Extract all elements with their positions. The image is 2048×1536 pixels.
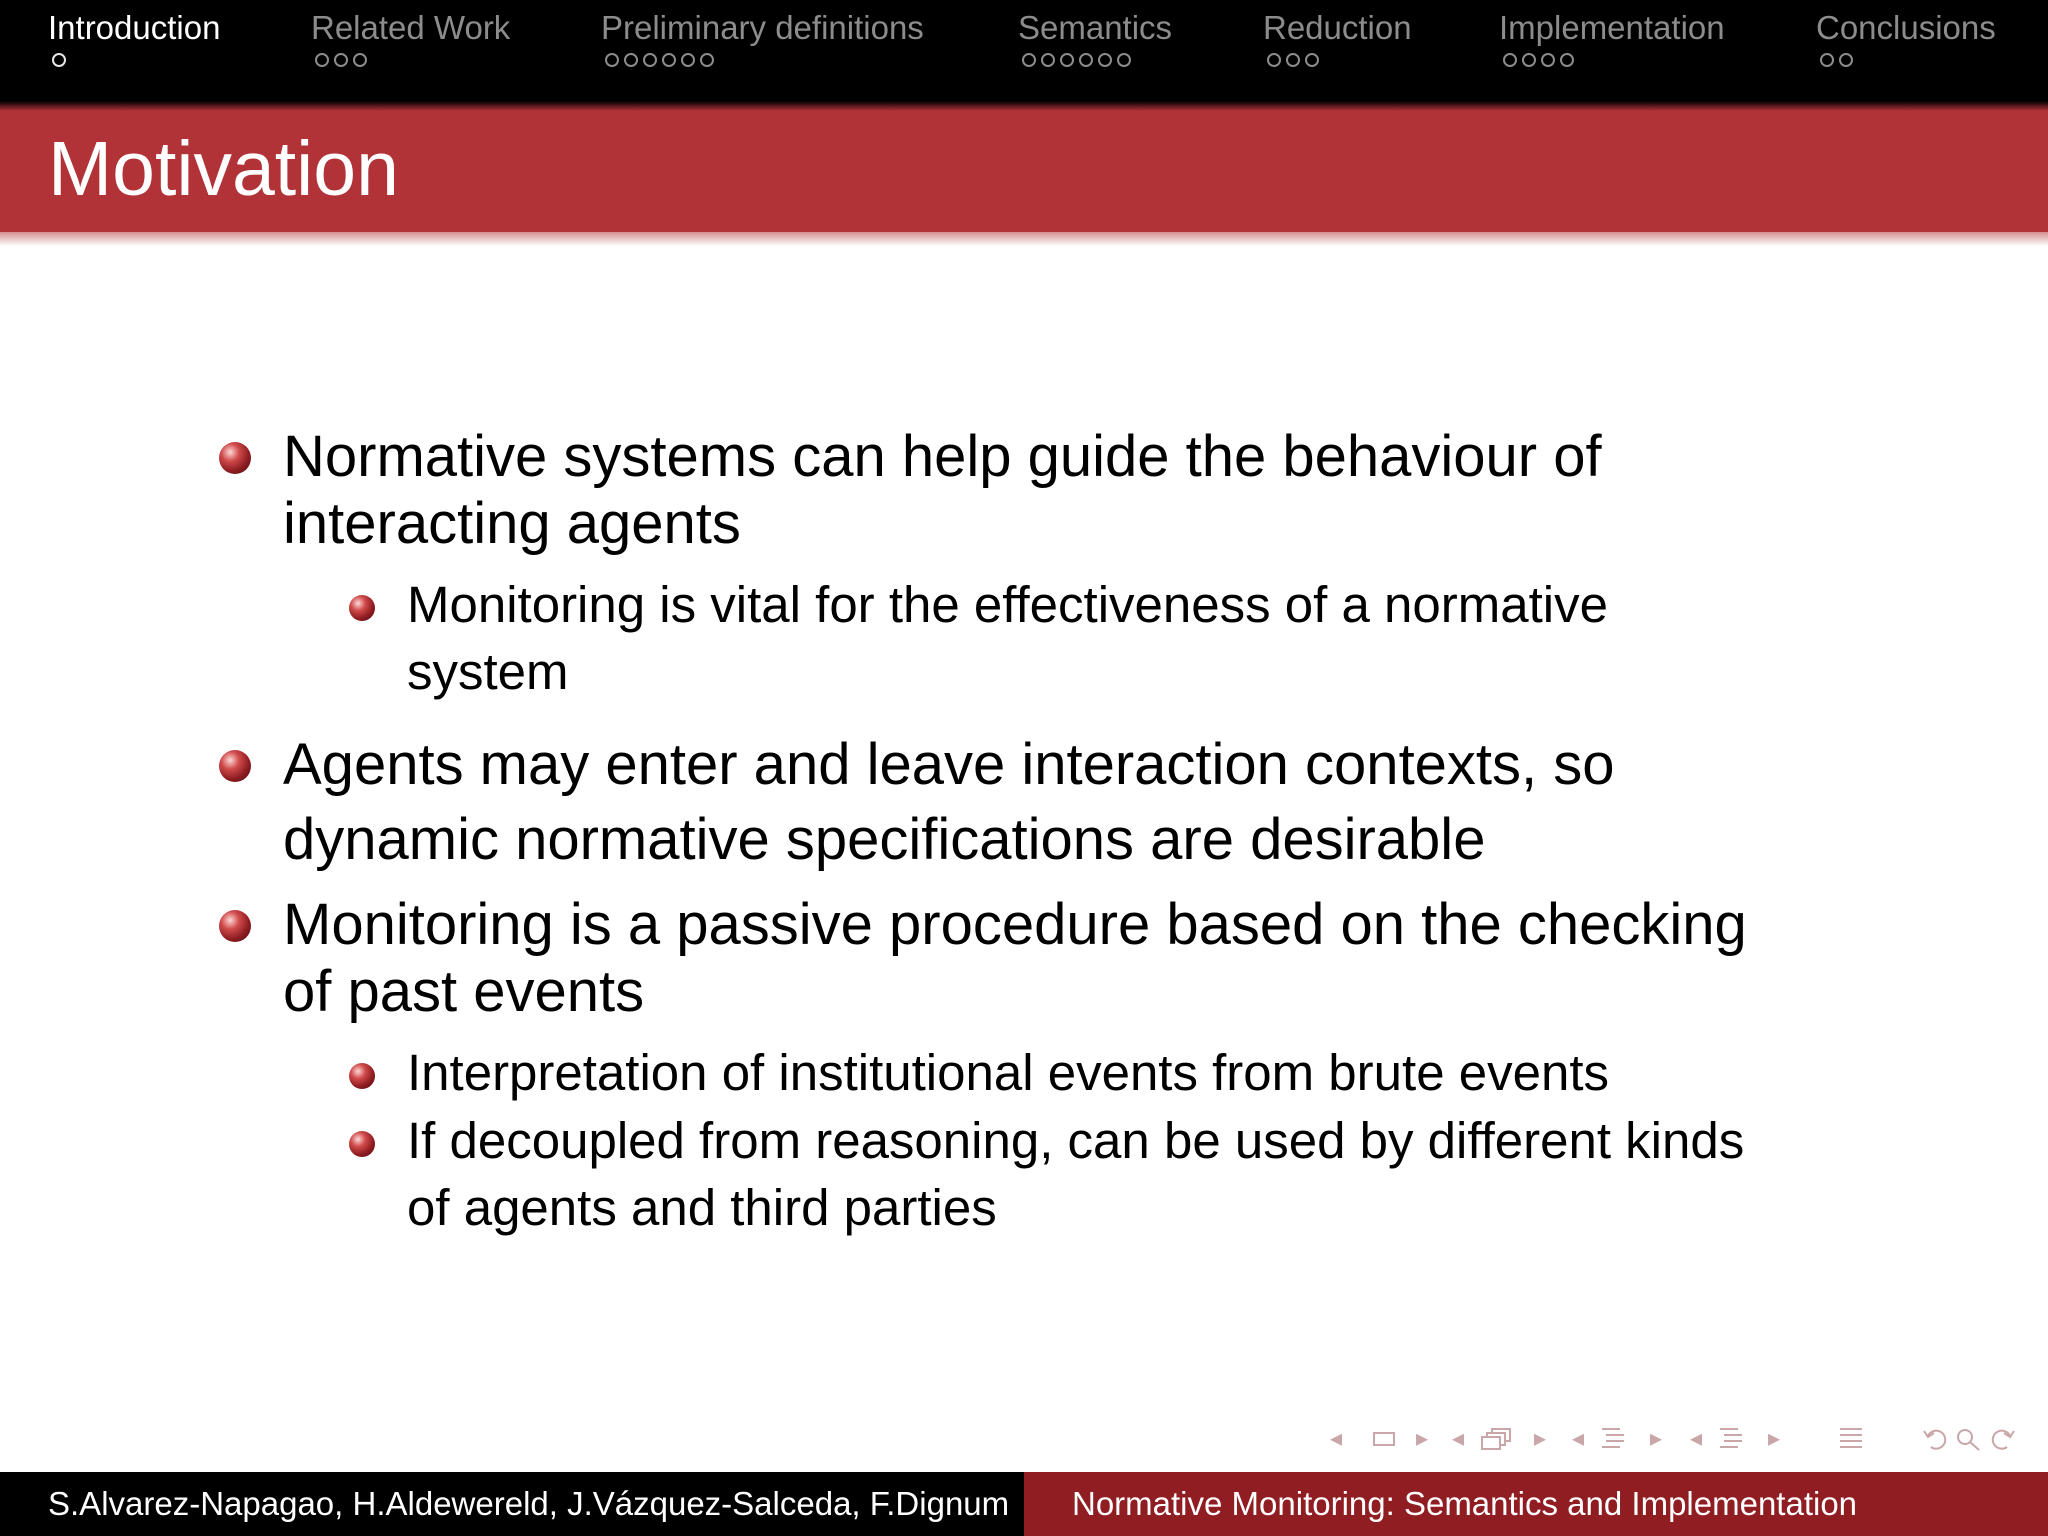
- nav-section-conclusions[interactable]: [1816, 8, 1996, 67]
- frame-title: Motivation: [48, 126, 399, 212]
- bullet-item-line: Normative systems can help guide the behaviour of: [283, 424, 1602, 489]
- nav-section-dots: [52, 53, 220, 67]
- nav-section-label: Reduction: [1263, 9, 1412, 46]
- sub-bullet-item-line: of agents and third parties: [407, 1179, 997, 1236]
- section-navigation-bar: [0, 0, 2048, 101]
- bullet-ball-icon: [219, 750, 251, 782]
- nav-section-label: Preliminary definitions: [601, 9, 924, 46]
- frame-dot[interactable]: [1022, 53, 1036, 67]
- frame-dot[interactable]: [1117, 53, 1131, 67]
- frame-dot[interactable]: [700, 53, 714, 67]
- undo-icon[interactable]: [1922, 1427, 1952, 1453]
- nav-prev-section-arrow-icon[interactable]: ◂: [1690, 1425, 1703, 1452]
- footer-talk-title: Normative Monitoring: Semantics and Implementation: [1024, 1472, 2048, 1536]
- nav-section-dots: [1267, 53, 1412, 67]
- sub-bullet-item-line: Monitoring is vital for the effectiveness of a normative: [407, 576, 1608, 633]
- nav-section-preliminary-definitions[interactable]: [601, 8, 924, 67]
- frame-dot[interactable]: [1079, 53, 1093, 67]
- redo-icon[interactable]: [1986, 1427, 2016, 1453]
- sub-bullet-ball-icon: [349, 1063, 375, 1089]
- subsection-icon[interactable]: [1598, 1426, 1628, 1452]
- header-shadow: [0, 101, 2048, 111]
- nav-next-subsection-arrow-icon[interactable]: ▸: [1650, 1425, 1663, 1452]
- section-icon[interactable]: [1716, 1426, 1746, 1452]
- frame-dot[interactable]: [1098, 53, 1112, 67]
- frame-dot[interactable]: [681, 53, 695, 67]
- bullet-item-line: of past events: [283, 959, 645, 1024]
- frame-dot[interactable]: [52, 53, 66, 67]
- frame-dot[interactable]: [353, 53, 367, 67]
- frame-dot[interactable]: [315, 53, 329, 67]
- nav-section-label: Related Work: [311, 9, 511, 46]
- bullet-item-line: dynamic normative specifications are desirable: [283, 807, 1486, 872]
- nav-section-dots: [1503, 53, 1725, 67]
- frame-dot[interactable]: [1503, 53, 1517, 67]
- frame-dot[interactable]: [1839, 53, 1853, 67]
- nav-prev-slide-arrow-icon[interactable]: ◂: [1452, 1425, 1465, 1452]
- nav-section-dots: [315, 53, 510, 67]
- nav-section-dots: [1820, 53, 1996, 67]
- frame-dot[interactable]: [1305, 53, 1319, 67]
- nav-next-section-arrow-icon[interactable]: ▸: [1768, 1425, 1781, 1452]
- sub-bullet-ball-icon: [349, 595, 375, 621]
- nav-section-label: Semantics: [1018, 9, 1173, 46]
- frame-dot[interactable]: [624, 53, 638, 67]
- nav-section-label: Conclusions: [1816, 9, 1996, 46]
- bullet-ball-icon: [219, 910, 251, 942]
- frame-dot[interactable]: [1060, 53, 1074, 67]
- frame-dot[interactable]: [1041, 53, 1055, 67]
- nav-next-slide-arrow-icon[interactable]: ▸: [1534, 1425, 1547, 1452]
- document-icon[interactable]: [1836, 1426, 1866, 1452]
- frame-dot[interactable]: [662, 53, 676, 67]
- nav-section-implementation[interactable]: [1499, 8, 1725, 67]
- bullet-item-line: Agents may enter and leave interaction contexts, so: [283, 732, 1615, 797]
- frame-dot[interactable]: [1560, 53, 1574, 67]
- footer-authors: S.Alvarez-Napagao, H.Aldewereld, J.Vázquez-Salceda, F.Dignum: [0, 1472, 1024, 1536]
- sub-bullet-ball-icon: [349, 1131, 375, 1157]
- frame-dot[interactable]: [1286, 53, 1300, 67]
- frame-dot[interactable]: [643, 53, 657, 67]
- sub-bullet-item-line: system: [407, 643, 569, 700]
- frame-dot[interactable]: [334, 53, 348, 67]
- slide-stack-icon[interactable]: [1480, 1427, 1514, 1451]
- nav-section-label: Implementation: [1499, 9, 1725, 46]
- frame-dot[interactable]: [1522, 53, 1536, 67]
- bullet-ball-icon: [219, 442, 251, 474]
- nav-prev-subsection-arrow-icon[interactable]: ◂: [1572, 1425, 1585, 1452]
- nav-section-label: Introduction: [48, 9, 221, 46]
- navigation-symbols: [1330, 1424, 2030, 1454]
- bullet-item-line: interacting agents: [283, 491, 741, 556]
- nav-section-reduction[interactable]: [1263, 8, 1412, 67]
- nav-prev-frame-arrow-icon[interactable]: ◂: [1330, 1425, 1343, 1452]
- frame-dot[interactable]: [605, 53, 619, 67]
- nav-section-semantics[interactable]: [1018, 8, 1172, 67]
- frame-icon[interactable]: [1372, 1431, 1396, 1447]
- nav-next-frame-arrow-icon[interactable]: ▸: [1416, 1425, 1429, 1452]
- sub-bullet-item-line: If decoupled from reasoning, can be used by different kinds: [407, 1112, 1745, 1169]
- nav-section-related-work[interactable]: [311, 8, 510, 67]
- nav-section-dots: [605, 53, 924, 67]
- frame-dot[interactable]: [1267, 53, 1281, 67]
- sub-bullet-item-line: Interpretation of institutional events from brute events: [407, 1044, 1609, 1101]
- bullet-item-line: Monitoring is a passive procedure based on the checking: [283, 892, 1747, 957]
- nav-section-introduction[interactable]: [48, 8, 220, 67]
- frame-dot[interactable]: [1541, 53, 1555, 67]
- frame-dot[interactable]: [1820, 53, 1834, 67]
- nav-section-dots: [1022, 53, 1172, 67]
- search-icon[interactable]: [1954, 1427, 1984, 1453]
- frame-title-fade: [0, 232, 2048, 246]
